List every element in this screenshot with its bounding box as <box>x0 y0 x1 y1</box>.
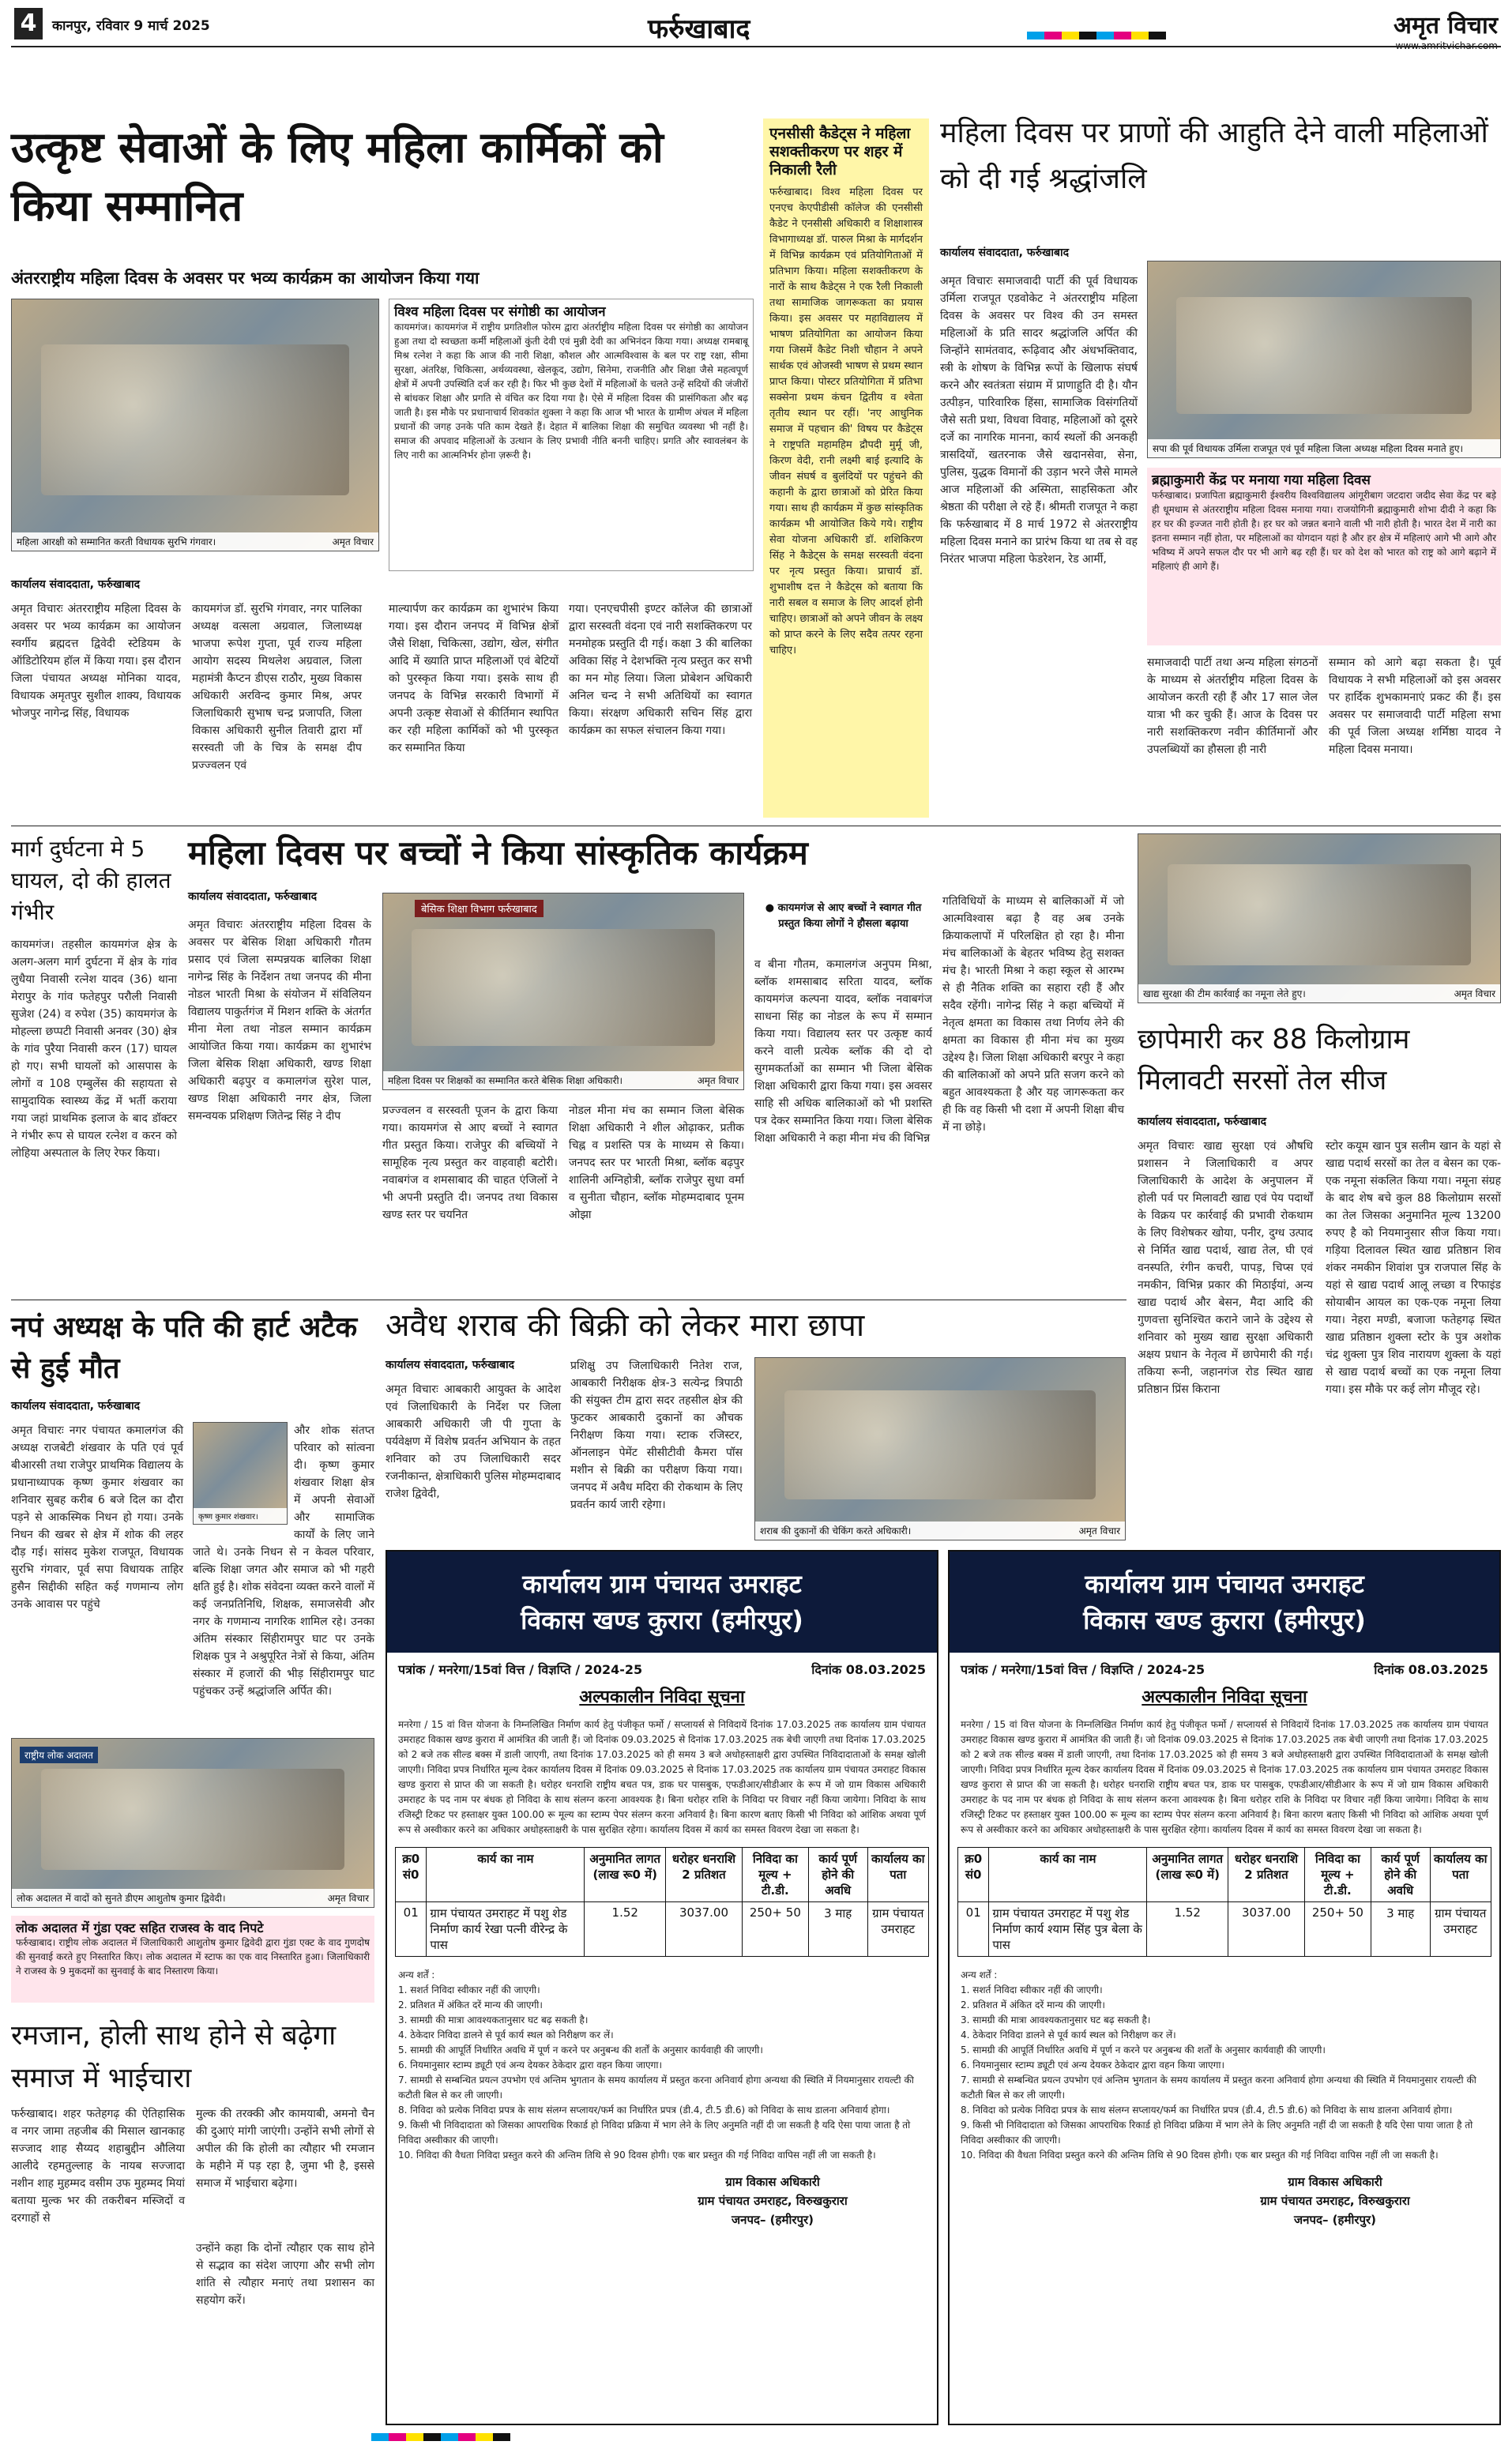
list-item: 1. सशर्त निविदा स्वीकार नहीं की जाएगी। <box>398 1984 540 1995</box>
list-item: 8. निविदा को प्रत्येक निविदा प्रपत्र के साथ संलग्न सप्लायर/फर्म का निर्धारित प्रपत्र (डी.4, टी.5 डी.6) को निविदा के साथ डालना अनिवार्य होगा। <box>961 2105 1453 2116</box>
tender-2-cell: 250+ 50 <box>1304 1902 1371 1957</box>
tribute-body-col1: अमृत विचारः समाजवादी पार्टी की पूर्व विधायक उर्मिला राजपूत एडवोकेट ने अंतरराष्ट्रीय महिला दिवस के अवसर पर विश्व की उन समस्त महिलाओं के प्रति सादर श्रद्धांजलि अर्पित की जिन्होंने सामंतवाद, रूढ़िवाद और अंधभक्तिवाद, स्त्री के शोषण के विभिन्न रूपों के खिलाफ संघर्ष करने और स्वतंत्रता संग्राम में प्राणाहुति दी है। यौन उत्पीड़न, पारिवारिक हिंसा, सामाजिक विसंगतियों जैसे सती प्रथा, विधवा विवाह, महिलाओं को दूसरे दर्जे का नागरिक मानना, कार्य स्थलों की अनकही त्रासदियों, खतरनाक जैसे खदानसेवा, सेना, पुलिस, युद्धक विमानों की उड़ान भरने जैसे मामले आज महिलाओं की अस्मिता, साहसिकता और श्रेष्ठता की परीक्षा ले रहे हैं। श्रीमती राजपूत ने कहा कि फर्रुखाबाद में 8 मार्च 1972 से अंतरराष्ट्रीय महिला दिवस मनाने का प्रारंभ किया था तब से वह निरंतर भाजपा महिला फेडरेशन, रेड आर्मी, <box>940 275 1138 566</box>
food-body-col2: स्टोर कयूम खान पुत्र सलीम खान के यहां से खाद्य पदार्थ सरसों का तेल व बेसन का एक-एक नमूना संकलित किया गया। नमूना संग्रह के बाद शेष बचे कुल 88 किलोग्राम सरसों का तेल जिसका अनुमानित मूल्य 13200 रुपए है को नियमानुसार सीज किया गया। गड़िया दिलावल स्थित खाद्य प्रतिष्ठान शिव शंकर नमकीन शिवांश पुत्र राजपाल सिंह के यहां से खाद्य पदार्थ आलू लच्छा व रिफाइंड सोयाबीन आयल का एक-एक नमूना लिया गया। नेहरा मण्डी, बजाजा फतेहगढ़ स्थित खाद्य प्रतिष्ठान शुक्ला स्टोर के पुत्र अशोक चंद्र शुक्ला पुत्र शिव नारायण शुक्ला के यहां से खाद्य पदार्थ बच्चों का एक नमूना लिया गया। इस मौके पर कई लोग मौजूद रहे। <box>1326 1140 1501 1396</box>
ramzan-headline: रमजान, होली साथ होने से बढ़ेगा समाज में भाईचारा <box>11 2020 337 2094</box>
ramzan-body-col1: फर्रुखाबाद। शहर फतेहगढ़ की ऐतिहासिक व नगर जामा तहजीब की मिसाल खानकाह सज्जाद शाह सैय्यद शहाबुद्दीन औलिया आलीदे रहमतुल्लाह के नायब सज्जादा नशीन शाह मुहम्मद वसीम उफ मुहम्मद मियां बताया मुल्क भर की तकरीबन मस्जिदों व दरगाहों से <box>11 2108 185 2225</box>
list-item: 5. सामग्री की आपूर्ति निर्धारित अवधि में पूर्ण न करने पर अनुबन्ध की शर्तों के अनुसार कार्यवाही की जाएगी। <box>961 2044 1326 2056</box>
list-item: 9. किसी भी निविदादाता को जिसका आपराधिक रिकार्ड हो निविदा प्रक्रिया में भाग लेने के लिए अनुमति नहीं दी जा सकती है यदि ऐसा पाया जाता है तो निविदा अस्वीकार की जाएगी। <box>961 2120 1473 2146</box>
lead-photo <box>11 299 379 551</box>
lok-adalat-headline: लोक अदालत में गुंडा एक्ट सहित राजस्व के वाद निपटे <box>16 1920 264 1935</box>
tender-2-notes-title: अन्य शर्तें : <box>961 1969 998 1980</box>
cultural-photo-banner: बेसिक शिक्षा विभाग फर्रुखाबाद <box>415 900 543 917</box>
lead-photo-caption: महिला आरक्षी को सम्मानित करती विधायक सुरभि गंगवार। <box>17 536 216 547</box>
bullet-icon: ● <box>765 902 778 914</box>
tender-2-table-header <box>958 1848 1491 1902</box>
court-photo-banner: राष्ट्रीय लोक अदालत <box>20 1747 98 1763</box>
tribute-photo-scene <box>1176 297 1473 415</box>
tender-2-office: कार्यालय ग्राम पंचायत उमराहट <box>1085 1569 1364 1599</box>
table-row <box>958 1902 1491 1957</box>
list-item: 3. सामग्री की मात्रा आवश्यकतानुसार घट बढ़ सकती है। <box>398 2014 589 2026</box>
food-body-col1: अमृत विचारः खाद्य सुरक्षा एवं औषधि प्रशासन ने जिलाधिकारी व अपर जिलाधिकारी के आदेश के अनुपालन में होली पर्व पर मिलावटी खाद्य एवं पेय पदार्थों के विक्रय पर कार्रवाई की प्रभावी रोकथाम के लिए विशेषकर खोया, पनीर, दुग्ध उत्पाद से निर्मित खाद्य पदार्थ, खाद्य तेल, घी एवं वनस्पति, रंगीन कचरी, पापड़, चिप्स एवं नमकीन, विभिन्न प्रकार की मिठाईयां, अन्य खाद्य पदार्थ और बेसन, मैदा आदि की गुणवत्ता सुनिश्चित कराने जाने के उद्देश्य से शनिवार को मुख्य खाद्य सुरक्षा अधिकारी अक्षय प्रधान के नेतृत्व में छापेमारी की गई। तकिया रूनी, जहानगंज रोड स्थित खाद्य प्रतिष्ठान प्रिंस किराना <box>1138 1140 1313 1396</box>
list-item: 8. निविदा को प्रत्येक निविदा प्रपत्र के साथ संलग्न सप्लायर/फर्म का निर्धारित प्रपत्र (डी.4, टी.5 डी.6) को निविदा के साथ डालना अनिवार्य होगा। <box>398 2105 890 2116</box>
food-photo <box>1138 833 1501 1003</box>
obit-portrait-caption-bar <box>194 1508 287 1524</box>
tender-1-ref: पत्रांक / मनरेगा/15वां वित्त / विज्ञप्ति / 2024-25 <box>398 1662 643 1677</box>
tender-notice-2 <box>948 1550 1501 2425</box>
ncc-body: फर्रुखाबाद। विश्व महिला दिवस पर एनएच केएपीडीसी कॉलेज की एनसीसी कैडेट ने एनसीसी अधिकारी व शिक्षाशास्त्र विभागाध्यक्ष डॉ. पारुल मिश्रा के मार्गदर्शन में विभिन्न कार्यक्रम एवं प्रतियोगिताओं में प्रतिभाग किया। महिला सशक्तीकरण के नारों के साथ कैडेट्स ने एक रैली निकाली तथा सामाजिक जागरूकता का प्रयास किया। इस अवसर पर महाविद्यालय में भाषण प्रतियोगिता का आयोजन किया गया जिसमें कैडेट निशी चौहान ने अपने सार्थक एवं ओजस्वी भाषण से प्रथम स्थान प्राप्त किया। पोस्टर प्रतियोगिता में प्रतिभा सक्सेना प्रथम कंचन द्वितीय व श्वेता तृतीय स्थान पर रहीं। 'नए आधुनिक समाज में पहचान की' विषय पर कैडेट्स ने राष्ट्रपति महामहिम द्रौपदी मुर्मू जी, किरण वेदी, रानी लक्ष्मी बाई इत्यादि के जीवन संघर्ष व बुलंदियों पर पहुंचने की कहानी के द्वारा छात्राओं को प्रेरित किया गया। साथ ही कार्यक्रम में कुछ सांस्कृतिक कार्यक्रम भी आयोजित किये गये। राष्ट्रीय सेवा योजना अधिकारी डॉ. शशिकिरण सिंह ने कैडेट्स के समक्ष सरस्वती वंदना पर नृत्य प्रस्तुत किया। प्राचार्य डॉ. शुभाशीष दत्त ने कैडेट्स को बताया कि नारी सबल व समाज के लिए आदर्श होनी चाहिए। छात्राओं को अपने जीवन के लक्ष्य को प्राप्त करने के लिए सदैव तत्पर रहना चाहिए। <box>769 186 923 657</box>
tender-2-date: दिनांक 08.03.2025 <box>1374 1662 1488 1677</box>
raid-photo <box>754 1357 1126 1540</box>
food-byline: कार्यालय संवाददाता, फर्रुखाबाद <box>1138 1115 1267 1128</box>
cultural-photo-caption: महिला दिवस पर शिक्षकों का सम्मानित करते बेसिक शिक्षा अधिकारी। <box>388 1075 623 1086</box>
tender-1-ref-row <box>387 1653 937 1681</box>
lead-byline: कार्यालय संवाददाता, फर्रुखाबाद <box>11 578 141 591</box>
tender-2-ref-row <box>950 1653 1499 1681</box>
tender-1-notes <box>387 1963 937 2168</box>
tribute-photo-caption: सपा की पूर्व विधायक उर्मिला राजपूत एवं पूर्व महिला जिला अध्यक्ष महिला दिवस मनाते हुए। <box>1153 443 1464 454</box>
food-photo-scene <box>1168 864 1472 965</box>
tender-2-cell: 3037.00 <box>1228 1902 1305 1957</box>
tender-notice-1 <box>386 1550 938 2425</box>
tender-2-col-price: निविदा का मूल्य + टी.डी. <box>1304 1848 1371 1902</box>
list-item: 10. निविदा की वैधता निविदा प्रस्तुत करने की अन्तिम तिथि से 90 दिवस होगी। एक बार प्रस्तुत की गई निविदा वापिस नहीं ली जा सकती है। <box>398 2150 876 2161</box>
cultural-body-col2: प्रज्ज्वलन व सरस्वती पूजन के द्वारा किया गया। कायमगंज से आए बच्चों ने स्वागत गीत प्रस्तुत किया। राजेपुर की बच्चियों ने सामूहिक नृत्य प्रस्तुत कर वाहवाही बटोरी। नवाबगंज व शमसाबाद की चाहत एंजिलों ने भी अपनी प्रस्तुति दी। जनपद तथा विकास खण्ड स्तर पर चयनित <box>382 1104 558 1221</box>
lead-photo-caption-bar <box>12 532 378 551</box>
tender-1-title: अल्पकालीन निविदा सूचना <box>579 1687 745 1707</box>
tender-1-sign-2: ग्राम पंचायत उमराहट, विरुखकुरारा <box>698 2194 848 2208</box>
lead-photo-credit: अमृत विचार <box>332 536 374 547</box>
court-photo-caption: लोक अदालत में वादों को सुनते डीएम आशुतोष कुमार द्विवेदी। <box>17 1893 226 1904</box>
tender-1-cell: 01 <box>396 1902 427 1957</box>
list-item: 7. सामग्री से सम्बन्धित प्रयत्न उपभोग एवं अन्तिम भुगतान के समय कार्यालय में प्रस्तुत करना अनिवार्य होगा अन्यथा की स्थिति में नियमानुसार रायल्टी की कटौती बिल से कर ली जाएगी। <box>398 2074 914 2101</box>
tender-1-sign-3: जनपद– (हमीरपुर) <box>732 2213 814 2227</box>
raid-headline: अवैध शराब की बिक्री को लेकर मारा छापा <box>386 1307 865 1344</box>
accident-body: कायमगंज। तहसील कायमगंज क्षेत्र के अलग-अलग मार्ग दुर्घटना में क्षेत्र के गांव लुधैया निवासी रत्नेश यादव (36) थाना मेरापुर के गांव फतेहपुर परौली निवासी सुजेश (24) व रुपेश (35) कायमगंज के मोहल्ला छप्पटी निवासी अनवर (30) क्षेत्र के गांव पुरैया निवासी करन (17) घायल हो गए। सभी घायलों को आसपास के लोगों व 108 एम्बुलेंस की सहायता से सामुदायिक स्वास्थ्य केंद्र में भर्ती कराया गया जहां प्राथमिक इलाज के बाद डॉक्टर ने गंभीर रूप से घायल रत्नेश व करन को लोहिया अस्पताल के लिए रेफर किया। <box>11 939 177 1160</box>
raid-byline: कार्यालय संवाददाता, फर्रुखाबाद <box>386 1359 515 1371</box>
brahmakumari-box <box>1147 468 1501 645</box>
lead-body-col4: गया। एनएचपीसी इण्टर कॉलेज की छात्राओं द्वारा सरस्वती वंदना एवं नारी सशक्तिकरण पर मनमोहक प्रस्तुति दी गई। कक्षा 3 की बालिका अविका सिंह ने देशभक्ति नृत्य प्रस्तुत कर सभी का मन मोह लिया। जिला प्रोबेशन अधिकारी अनिल चन्द ने सभी अतिथियों का स्वागत किया। संरक्षण अधिकारी सचिन सिंह द्वारा कार्यक्रम का सफल संचालन किया गया। <box>569 603 752 737</box>
tender-2-cell: ग्राम पंचायत उमराहट <box>1430 1902 1491 1957</box>
tender-1-cell: 1.52 <box>585 1902 666 1957</box>
tender-1-office: कार्यालय ग्राम पंचायत उमराहट <box>522 1569 802 1599</box>
ncc-headline: एनसीसी कैडेट्स ने महिला सशक्तीकरण पर शहर में निकाली रैली <box>769 125 911 179</box>
tribute-byline: कार्यालय संवाददाता, फर्रुखाबाद <box>940 246 1070 259</box>
tender-2-cell: 1.52 <box>1147 1902 1228 1957</box>
tribute-photo <box>1147 261 1501 458</box>
lead-headline: उत्कृष्ट सेवाओं के लिए महिला कार्मिकों को किया सम्मानित <box>11 122 664 231</box>
tender-2-intro: मनरेगा / 15 वां वित्त योजना के निम्नलिखित निर्माण कार्य हेतु पंजीकृत फर्मो / सप्लायर्स से निविदायें दिनांक 17.03.2025 तक कार्यालय ग्राम पंचायत उमराहट विकास खण्ड कुरारा में आमंत्रित की जाती हैं। जो दिनांक 09.03.2025 से दिनांक 17.03.2025 तक बेची जाएगी तथा दिनांक 17.03.2025 को 2 बजे तक सील्ड बक्स में डाली जाएगी, तथा दिनांक 17.03.2025 को ही समय 3 बजे अधोहस्ताक्षरी द्वारा उपस्थित निविदादाताओं के समक्ष खोली जाएगी। निविदा प्रपत्र निर्धारित मूल्य देकर कार्यालय दिवस में दिनांक 09.03.2025 से दिनांक 17.03.2025 तक कार्यालय ग्राम पंचायत उमराहट विकास खण्ड कुरारा से प्राप्त की जा सकती है। धरोहर धनराशि राष्ट्रीय बचत पत्र, डाक घर पासबुक, एफडीआर/सीडीआर के रूप में जो ग्राम विकास अधिकारी उमराहट के पद नाम पर बंधक हो निविदा के साथ संलग्न करना आवश्यक है। बिना धरोहर राशि के निविदा पर विचार नहीं किया जायेगा। निविदा के साथ रजिस्ट्री टिकट पर हस्ताक्षर युक्त 100.00 रू मूल्य का स्टाम्प पेपर संलग्न करना अनिवार्य है। बिना कारण बताए किसी भी निविदा को आंशिक अथवा पूर्ण रूप से अस्वीकार करने का अधिकार अधोहस्ताक्षरी के पास सुरक्षित रहेगा। कार्यालय दिवस में कार्य का समस्त विवरण देखा जा सकता है। <box>961 1719 1488 1835</box>
lead-deck: अंतरराष्ट्रीय महिला दिवस के अवसर पर भव्य कार्यक्रम का आयोजन किया गया <box>11 269 480 288</box>
tender-2-col-deposit: धरोहर धनराशि 2 प्रतिशत <box>1228 1848 1305 1902</box>
masthead-rule <box>11 46 1501 47</box>
cultural-photo-caption-bar <box>383 1071 743 1089</box>
cultural-inset-text: कायमगंज से आए बच्चों ने स्वागत गीत प्रस्तुत किया लोगों ने हौसला बढ़ाया <box>777 902 922 930</box>
tribute-photo-caption-bar <box>1148 439 1500 457</box>
list-item: 4. ठेकेदार निविदा डालने से पूर्व कार्य स्थल को निरीक्षण कर लें। <box>961 2029 1176 2041</box>
tender-2-signature <box>950 2168 1499 2229</box>
tender-2-col-sno: क्र0 सं0 <box>958 1848 989 1902</box>
tender-1-intro: मनरेगा / 15 वां वित्त योजना के निम्नलिखित निर्माण कार्य हेतु पंजीकृत फर्मो / सप्लायर्स से निविदायें दिनांक 17.03.2025 तक कार्यालय ग्राम पंचायत उमराहट विकास खण्ड कुरारा में आमंत्रित की जाती हैं। जो दिनांक 09.03.2025 से दिनांक 17.03.2025 तक बेची जाएगी तथा दिनांक 17.03.2025 को 2 बजे तक सील्ड बक्स में डाली जाएगी, तथा दिनांक 17.03.2025 को ही समय 3 बजे अधोहस्ताक्षरी द्वारा उपस्थित निविदादाताओं के समक्ष खोली जाएगी। निविदा प्रपत्र निर्धारित मूल्य देकर कार्यालय दिवस में दिनांक 09.03.2025 से दिनांक 17.03.2025 तक कार्यालय ग्राम पंचायत उमराहट विकास खण्ड कुरारा से प्राप्त की जा सकती है। धरोहर धनराशि राष्ट्रीय बचत पत्र, डाक घर पासबुक, एफडीआर/सीडीआर के रूप में जो ग्राम विकास अधिकारी उमराहट के पद नाम पर बंधक हो निविदा के साथ संलग्न करना आवश्यक है। बिना धरोहर राशि के निविदा पर विचार नहीं किया जायेगा। निविदा के साथ रजिस्ट्री टिकट पर हस्ताक्षर युक्त 100.00 रू मूल्य का स्टाम्प पेपर संलग्न करना अनिवार्य है। बिना कारण बताए किसी भी निविदा को आंशिक अथवा पूर्ण रूप से अस्वीकार करने का अधिकार अधोहस्ताक्षरी के पास सुरक्षित रहेगा। कार्यालय दिवस में कार्य का समस्त विवरण देखा जा सकता है। <box>398 1719 926 1835</box>
brahmakumari-body: फर्रुखाबाद। प्रजापिता ब्रह्माकुमारी ईश्वरीय विश्वविद्यालय आंगूरीबाग जटदारा जदीद सेवा केंद्र पर बड़े ही धूमधाम से अंतरराष्ट्रीय महिला दिवस मनाया गया। राजयोगिनी ब्रह्माकुमारी शोभा दीदी ने कहा कि हर घर की इज्जत नारी होती है। हर घर को जन्नत बनाने वाली भी नारी होती है। भारत देश में नारी का इतना सम्मान नहीं होता, पर महिलाओं का योगदान यहां है और हर क्षेत्र में महिलाएं आगे भी आगे और भविष्य में अपने सफल दौर पर भी आगे बढ़ रही हैं। घर को देश को भारत को राष्ट्र को आगे बढ़ाने में महिलाएं ही आगे हैं। <box>1152 490 1496 573</box>
tribute-body-col2: समाजवादी पार्टी तथा अन्य महिला संगठनों के माध्यम से अंतर्राष्ट्रीय महिला दिवस के आयोजन करती रही हैं और 17 साल जेल यात्रा भी कर चुकी हैं। आज के दिवस पर नारी सशक्तिकरण नवीन कीर्तिमानों और उपलब्धियों का हौसला ही नारी <box>1147 656 1318 756</box>
tender-1-date: दिनांक 08.03.2025 <box>811 1662 926 1677</box>
obit-byline: कार्यालय संवाददाता, फर्रुखाबाद <box>11 1400 141 1412</box>
cultural-byline: कार्यालय संवाददाता, फर्रुखाबाद <box>188 890 318 903</box>
tender-2-table <box>957 1847 1491 1957</box>
list-item: 10. निविदा की वैधता निविदा प्रस्तुत करने की अन्तिम तिथि से 90 दिवस होगी। एक बार प्रस्तुत की गई निविदा वापिस नहीं ली जा सकती है। <box>961 2150 1439 2161</box>
obit-portrait-caption: कृष्ण कुमार शंखवार। <box>198 1513 258 1522</box>
obit-headline: नपं अध्यक्ष के पति की हार्ट अटैक से हुई मौत <box>11 1311 358 1385</box>
lead-photo-scene <box>41 344 349 495</box>
cultural-body-col5: गतिविधियों के माध्यम से बालिकाओं में जो आत्मविश्वास बढ़ा है वह अब उनके क्रियाकलापों में परिलक्षित हो रहा है। मीना मंच बालिकाओं के बेहतर भविष्य हेतु सशक्त मंच है। भारती मिश्रा ने कहा स्कूल से आरम्भ से ही नैतिक शक्ति का सहारा रही हैं और सदैव रहेंगी। नागेन्द्र सिंह ने कहा बच्चियों में नेतृत्व क्षमता का विकास तथा निर्णय लेने की क्षमता का विकास ही मीना मंच का मुख्य उद्देश्य है। जिला शिक्षा अधिकारी बरपुर ने कहा की बालिकाओं को अपने प्रति सजग करने को बहुत आवश्यकता है और यह जागरूकता कर ही कि वह किसी भी दशा में अपनी शिक्षा बीच में ना छोड़े। <box>942 895 1124 1134</box>
date-line: कानपुर, रविवार 9 मार्च 2025 <box>52 18 210 34</box>
raid-body-col2: प्रशिक्षु उप जिलाधिकारी नितेश राज, आबकारी निरीक्षक क्षेत्र-3 सत्येन्द्र त्रिपाठी की संयुक्त टीम द्वारा सदर तहसील क्षेत्र की फुटकर आबकारी दुकानों का औचक निरीक्षण किया गया। स्टाक रजिस्टर, ऑनलाइन पेमेंट सीसीटीवी कैमरा पॉस मशीन से बिक्री का परीक्षण किया गया। जनपद में अवैध मदिरा की रोकथाम के लिए प्रवर्तन कार्य जारी रहेगा। <box>570 1360 743 1511</box>
lok-adalat-body: फर्रुखाबाद। राष्ट्रीय लोक अदालत में जिलाधिकारी आशुतोष कुमार द्विवेदी द्वारा गुंडा एक्ट के वाद गुणदोष की सुनवाई करते हुए निस्तारित किए। लोक अदालत में स्टाफ का एक वाद निस्तारित हुआ। जिलाधिकारी ने राजस्व के 9 मुकदमों का सुनवाई के बाद निस्तारण किया। <box>16 1937 370 1977</box>
cultural-photo-scene <box>412 929 714 1047</box>
tender-2-title: अल्पकालीन निविदा सूचना <box>1142 1687 1307 1707</box>
tender-1-table <box>395 1847 929 1957</box>
court-photo-caption-bar <box>12 1889 374 1907</box>
tender-2-cell: ग्राम पंचायत उमराहट में पशु शेड निर्माण कार्य श्याम सिंह पुत्र बेला के पास <box>989 1902 1147 1957</box>
tribute-headline: महिला दिवस पर प्राणों की आहुति देने वाली महिलाओं को दी गई श्रद्धांजलि <box>940 117 1488 195</box>
tender-1-notes-title: अन्य शर्तें : <box>398 1969 435 1980</box>
raid-photo-caption: शराब की दुकानों की चेकिंग करते अधिकारी। <box>760 1525 912 1537</box>
tender-2-sign-3: जनपद– (हमीरपुर) <box>1294 2213 1376 2227</box>
cultural-body-col1: अमृत विचारः अंतरराष्ट्रीय महिला दिवस के अवसर पर बेसिक शिक्षा अधिकारी गौतम प्रसाद एवं जिला सम्पन्नयक बालिका शिक्षा नागेन्द्र सिंह के निर्देशन तथा जनपद की मीना नोडल भारती मिश्रा के संयोजन में संविलियन विद्यालय पाकुर्तगंज में मिशन शक्ति के अंतर्गत मीना मेला तथा नोडल सम्मान कार्यक्रम आयोजित किया गया। कार्यक्रम का शुभारंभ जिला बेसिक शिक्षा अधिकारी, खण्ड शिक्षा अधिकारी बढ़पुर व कमालगंज सुरेश पाल, खण्ड शिक्षा अधिकारी नगर क्षेत्र, जिला समन्वयक प्रशिक्षण जितेन्द्र सिंह ने दीप <box>188 919 371 1123</box>
edition-city: फर्रुखाबाद <box>648 13 750 45</box>
cultural-photo <box>382 893 744 1090</box>
tender-2-col-address: कार्यालय का पता <box>1430 1848 1491 1902</box>
list-item: 9. किसी भी निविदादाता को जिसका आपराधिक रिकार्ड हो निविदा प्रक्रिया में भाग लेने के लिए अनुमति नहीं दी जा सकती है यदि ऐसा पाया जाता है तो निविदा अस्वीकार की जाएगी। <box>398 2120 911 2146</box>
cultural-inset <box>754 901 932 932</box>
tender-1-col-work: कार्य का नाम <box>427 1848 585 1902</box>
obit-body-col1: अमृत विचारः नगर पंचायत कमालगंज की अध्यक्ष राजबेटी शंखवार के पति एवं पूर्व बीआरसी तथा राजेपुर प्राथमिक विद्यालय के प्रधानाध्यापक कृष्ण कुमार शंखवार का शनिवार सुबह करीब 6 बजे दिल का दौरा पड़ने से आकस्मिक निधन हो गया। उनके निधन की खबर से क्षेत्र में शोक की लहर दौड़ गई। सांसद मुकेश राजपूत, विधायक सुरभि गंगवार, पूर्व सपा विधायक ताहिर हुसैन सिद्दीकी सहित कई गणमान्य लोग उनके आवास पर पहुंचे <box>11 1424 183 1611</box>
ramzan-body-col2: मुल्क की तरक्की और कामयाबी, अमनो चैन की दुआएं मांगी जाएंगी। उन्होंने सभी लोगों से अपील की कि होली का त्यौहार भी रमजान के महीने में पड़ रहा है, जुमा भी है, इससे समाज में भाईचारा बढ़ेगा। <box>196 2108 374 2190</box>
raid-photo-credit: अमृत विचार <box>1078 1525 1120 1537</box>
tender-1-cell: 250+ 50 <box>742 1902 808 1957</box>
list-item: 6. नियमानुसार स्टाम्प ड्यूटी एवं अन्य देयकर ठेकेदार द्वारा वहन किया जाएगा। <box>961 2059 1225 2071</box>
obit-right-col <box>193 1422 374 1730</box>
tender-2-col-work: कार्य का नाम <box>989 1848 1147 1902</box>
tender-2-sign-2: ग्राम पंचायत उमराहट, विरुखकुरारा <box>1260 2194 1410 2208</box>
tender-1-block: विकास खण्ड कुरारा (हमीरपुर) <box>521 1605 803 1635</box>
tender-2-notes <box>950 1963 1499 2168</box>
raid-photo-caption-bar <box>755 1522 1125 1540</box>
lead-body-col1: अमृत विचारः अंतरराष्ट्रीय महिला दिवस के अवसर पर भव्य कार्यक्रम का आयोजन स्वर्गीय ब्रह्मदत्त द्विवेदी स्टेडियम के ऑडिटोरियम हॉल में किया गया। इस दौरान जिला पंचायत अध्यक्ष मोनिका यादव, विधायक अमृतपुर सुशील शाक्य, विधायक भोजपुर नागेन्द्र सिंह, विधायक <box>11 603 181 720</box>
tender-1-sign-1: ग्राम विकास अधिकारी <box>725 2175 820 2189</box>
obit-portrait <box>193 1422 288 1525</box>
list-item: 5. सामग्री की आपूर्ति निर्धारित अवधि में पूर्ण न करने पर अनुबन्ध की शर्तों के अनुसार कार्यवाही की जाएगी। <box>398 2044 763 2056</box>
raid-body-col1: अमृत विचारः आबकारी आयुक्त के आदेश एवं जिलाधिकारी के निर्देश पर जिला आबकारी अधिकारी जी पी गुप्ता के पर्यवेक्षण में विशेष प्रवर्तन अभियान के तहत शनिवार को उप जिलाधिकारी सदर रजनीकान्त, क्षेत्राधिकारी पुलिस मोहम्मदाबाद राजेश द्विवेदी, <box>386 1383 561 1500</box>
tender-2-cell: 3 माह <box>1371 1902 1430 1957</box>
brand-name: अमृत विचार <box>1394 12 1498 39</box>
tender-1-col-price: निविदा का मूल्य + टी.डी. <box>742 1848 808 1902</box>
newspaper-brand <box>1394 8 1498 51</box>
lok-adalat-box <box>11 1916 374 2003</box>
registration-colorbar-top <box>1027 32 1166 39</box>
tender-1-cell: ग्राम पंचायत उमराहट में पशु शेड निर्माण कार्य रेखा पत्नी वीरेन्द्र के पास <box>427 1902 585 1957</box>
list-item: 1. सशर्त निविदा स्वीकार नहीं की जाएगी। <box>961 1984 1103 1995</box>
tender-1-header <box>387 1552 937 1653</box>
obit-body-col2: और शोक संतप्त परिवार को सांत्वना दी। कृष्ण कुमार शंखवार शिक्षा क्षेत्र में अपनी सेवाओं और सामाजिक कार्यों के लिए जाने जाते थे। उनके निधन से न केवल परिवार, बल्कि शिक्षा जगत और समाज को भी गहरी क्षति हुई है। शोक संवेदना व्यक्त करने वालों में कई जनप्रतिनिधि, शिक्षक, समाजसेवी और नगर के गणमान्य नागरिक शामिल रहे। उनका अंतिम संस्कार सिंहीरामपुर घाट पर उनके शिक्षक पुत्र ने अश्रुपूरित नेत्रों से किया, अंतिम संस्कार में हजारों की भीड़ सिंहीरामपुर घाट पहुंचकर उन्हें श्रद्धांजलि अर्पित की। <box>193 1424 374 1698</box>
tender-2-col-cost: अनुमानित लागत (लाख रू0 में) <box>1147 1848 1228 1902</box>
court-photo-scene <box>41 1769 345 1870</box>
tender-1-cell: ग्राम पंचायत उमराहट <box>867 1902 929 1957</box>
cultural-headline: महिला दिवस पर बच्चों ने किया सांस्कृतिक कार्यक्रम <box>188 833 808 872</box>
tender-1-cell: 3 माह <box>808 1902 867 1957</box>
tribute-body-col3: सम्मान को आगे बढ़ा सकता है। पूर्व विधायक ने सभी महिलाओं को इस अवसर पर हार्दिक शुभकामनाएं प्रकट की हैं। इस अवसर पर समाजवादी पार्टी महिला सभा की पूर्व जिला अध्यक्ष शर्मिष्ठा यादव ने महिला दिवस मनाया। <box>1329 656 1501 756</box>
court-photo <box>11 1738 374 1908</box>
tender-1-signature <box>387 2168 937 2229</box>
food-photo-caption: खाद्य सुरक्षा की टीम कार्रवाई का नमूना लेते हुए। <box>1143 988 1306 999</box>
tender-1-col-deposit: धरोहर धनराशि 2 प्रतिशत <box>666 1848 743 1902</box>
list-item: 2. प्रतिशत में अंकित दरें मान्य की जाएगी। <box>961 1999 1105 2011</box>
seminar-body: कायमगंज। कायमगंज में राष्ट्रीय प्रगतिशील फोरम द्वारा अंतर्राष्ट्रीय महिला दिवस पर संगोष्ठी का आयोजन हुआ तथा दो स्वच्छता कर्मी महिलाओं कुंती देवी एवं मुन्नी देवी का अभिनंदन किया गया। अध्यक्ष रामबाबू मिश्र रत्नेश ने कहा कि आज की नारी शिक्षा, कौशल और आत्मविश्वास के बल पर राष्ट्र रक्षा, सीमा सुरक्षा, अंतरिक्ष, चिकित्सा, अर्थव्यवस्था, खेलकूद, उद्योग, सिनेमा, राजनीति और शिक्षा जैसे महत्वपूर्ण क्षेत्रों में अपनी उपस्थिति दर्ज कर रही है। फिर भी कुछ देशों में महिलाओं के चलते उन्हें सदियों की जंजीरों से बांधकर शिक्षा और प्रगति से वंचित कर दिया गया है। ऐसे में महिला दिवस की प्रासंगिकता और बढ़ जाती है। इस मौके पर प्रधानाचार्य शिवकांत शुक्ला ने कहा कि आज भी भारत के ग्रामीण अंचल में महिला प्रधानों की जगह उनके पति काम देखते हैं। देहात में बालिका शिक्षा की समुचित व्यवस्था भी नहीं है। समाज की अपवाद महिलाओं के उत्थान के लिए प्रभावी नीति बननी चाहिए। प्रगति और स्वावलंबन के लिए नारी का आत्मनिर्भर होना ज़रूरी है। <box>394 322 748 461</box>
accident-headline: मार्ग दुर्घटना मे 5 घायल, दो की हालत गंभीर <box>11 836 171 925</box>
ncc-box <box>763 118 929 818</box>
seminar-headline: विश्व महिला दिवस पर संगोष्ठी का आयोजन <box>394 304 606 320</box>
tender-1-col-cost: अनुमानित लागत (लाख रू0 में) <box>585 1848 666 1902</box>
page-number: 4 <box>14 8 43 39</box>
tender-2-header <box>950 1552 1499 1653</box>
cultural-photo-credit: अमृत विचार <box>697 1075 739 1086</box>
tender-1-cell: 3037.00 <box>666 1902 743 1957</box>
cultural-body-col3: नोडल मीना मंच का सम्मान जिला बेसिक शिक्षा अधिकारी ने शील ओढ़ाकर, प्रतीक चिह्न व प्रशस्ति पत्र के माध्यम से किया। जनपद स्तर पर भारती मिश्रा, ब्लॉक बढ़पुर शालिनी अग्निहोत्री, ब्लॉक राजेपुर सुधा वर्मा व सुनीता चौहान, ब्लॉक मोहम्मदाबाद पूनम ओझा <box>569 1104 744 1221</box>
tender-1-col-duration: कार्य पूर्ण होने की अवधि <box>808 1848 867 1902</box>
food-headline: छापेमारी कर 88 किलोग्राम मिलावटी सरसों तेल सीज <box>1138 1024 1410 1096</box>
court-photo-credit: अमृत विचार <box>327 1893 369 1904</box>
table-row <box>396 1902 929 1957</box>
brahmakumari-headline: ब्रह्माकुमारी केंद्र पर मनाया गया महिला दिवस <box>1152 472 1371 488</box>
cultural-body-col4: व बीना गौतम, कमालगंज अनुपम मिश्रा, ब्लॉक शमसाबाद सरिता यादव, ब्लॉक कायमगंज कल्पना यादव, ब्लॉक नवाबगंज साधना सिंह का नोडल के रूप में सम्मान किया गया। विद्यालय स्तर पर उत्कृष्ट कार्य करने वाली प्रत्येक ब्लॉक की दो दो सुगमकर्ताओं का सम्मान भी जिला बेसिक शिक्षा अधिकारी द्वारा किया गया। इस अवसर साहि सी अधिक बालिकाओं को भी प्रशस्ति पत्र देकर सम्मानित किया गया। जिला बेसिक शिक्षा अधिकारी ने कहा मीना मंच की विभिन्न <box>754 958 932 1145</box>
tender-2-col-duration: कार्य पूर्ण होने की अवधि <box>1371 1848 1430 1902</box>
raid-photo-scene <box>784 1390 1095 1499</box>
list-item: 4. ठेकेदार निविदा डालने से पूर्व कार्य स्थल को निरीक्षण कर लें। <box>398 2029 614 2041</box>
lead-body-col2: कायमगंज डॉ. सुरभि गंगवार, नगर पालिका अध्यक्ष वत्सला अग्रवाल, जिलाध्यक्ष भाजपा रूपेश गुप्ता, पूर्व राज्य महिला आयोग सदस्य मिथलेश अग्रवाल, जिला महामंत्री कैप्टन डीएस राठौर, मुख्य विकास अधिकारी अरविन्द कुमार मिश्र, अपर जिलाधिकारी सुभाष चन्द्र प्रजापति, जिला विकास अधिकारी सुनील तिवारी द्वारा माँ सरस्वती जी के चित्र के समक्ष दीप प्रज्ज्वलन एवं <box>192 603 362 772</box>
tender-2-ref: पत्रांक / मनरेगा/15वां वित्त / विज्ञप्ति / 2024-25 <box>961 1662 1205 1677</box>
lead-body-col3: माल्यार्पण कर कार्यक्रम का शुभारंभ किया गया। इस दौरान जनपद में विभिन्न क्षेत्रों जैसे शिक्षा, चिकित्सा, उद्योग, खेल, संगीत आदि में ख्याति प्राप्त महिलाओं एवं बेटियों को पुरस्कृत किया गया। इसके साथ ही जनपद के विभिन्न सरकारी विभागों में अपनी उत्कृष्ट सेवाओं से कीर्तिमान स्थापित कर रही महिला कार्मिकों को भी पुरस्कृत कर सम्मानित किया <box>389 603 559 754</box>
tender-1-col-sno: क्र0 सं0 <box>396 1848 427 1902</box>
registration-colorbar-bottom <box>371 2433 510 2441</box>
tender-2-cell: 01 <box>958 1902 989 1957</box>
food-photo-caption-bar <box>1138 984 1500 1002</box>
list-item: 7. सामग्री से सम्बन्धित प्रयत्न उपभोग एवं अन्तिम भुगतान के समय कार्यालय में प्रस्तुत करना अनिवार्य होगा अन्यथा की स्थिति में नियमानुसार रायल्टी की कटौती बिल से कर ली जाएगी। <box>961 2074 1476 2101</box>
tender-2-block: विकास खण्ड कुरारा (हमीरपुर) <box>1083 1605 1366 1635</box>
tender-1-table-header <box>396 1848 929 1902</box>
tender-2-sign-1: ग्राम विकास अधिकारी <box>1288 2175 1382 2189</box>
list-item: 3. सामग्री की मात्रा आवश्यकतानुसार घट बढ़ सकती है। <box>961 2014 1151 2026</box>
list-item: 6. नियमानुसार स्टाम्प ड्यूटी एवं अन्य देयकर ठेकेदार द्वारा वहन किया जाएगा। <box>398 2059 663 2071</box>
tender-1-col-address: कार्यालय का पता <box>867 1848 929 1902</box>
food-photo-credit: अमृत विचार <box>1454 988 1495 999</box>
seminar-box <box>389 299 754 571</box>
ramzan-body-col3: उन्होंने कहा कि दोनों त्यौहार एक साथ होने से सद्भाव का संदेश जाएगा और सभी लोग शांति से त्यौहार मनाएं तथा प्रशासन का सहयोग करें। <box>196 2242 374 2307</box>
list-item: 2. प्रतिशत में अंकित दरें मान्य की जाएगी। <box>398 1999 543 2011</box>
